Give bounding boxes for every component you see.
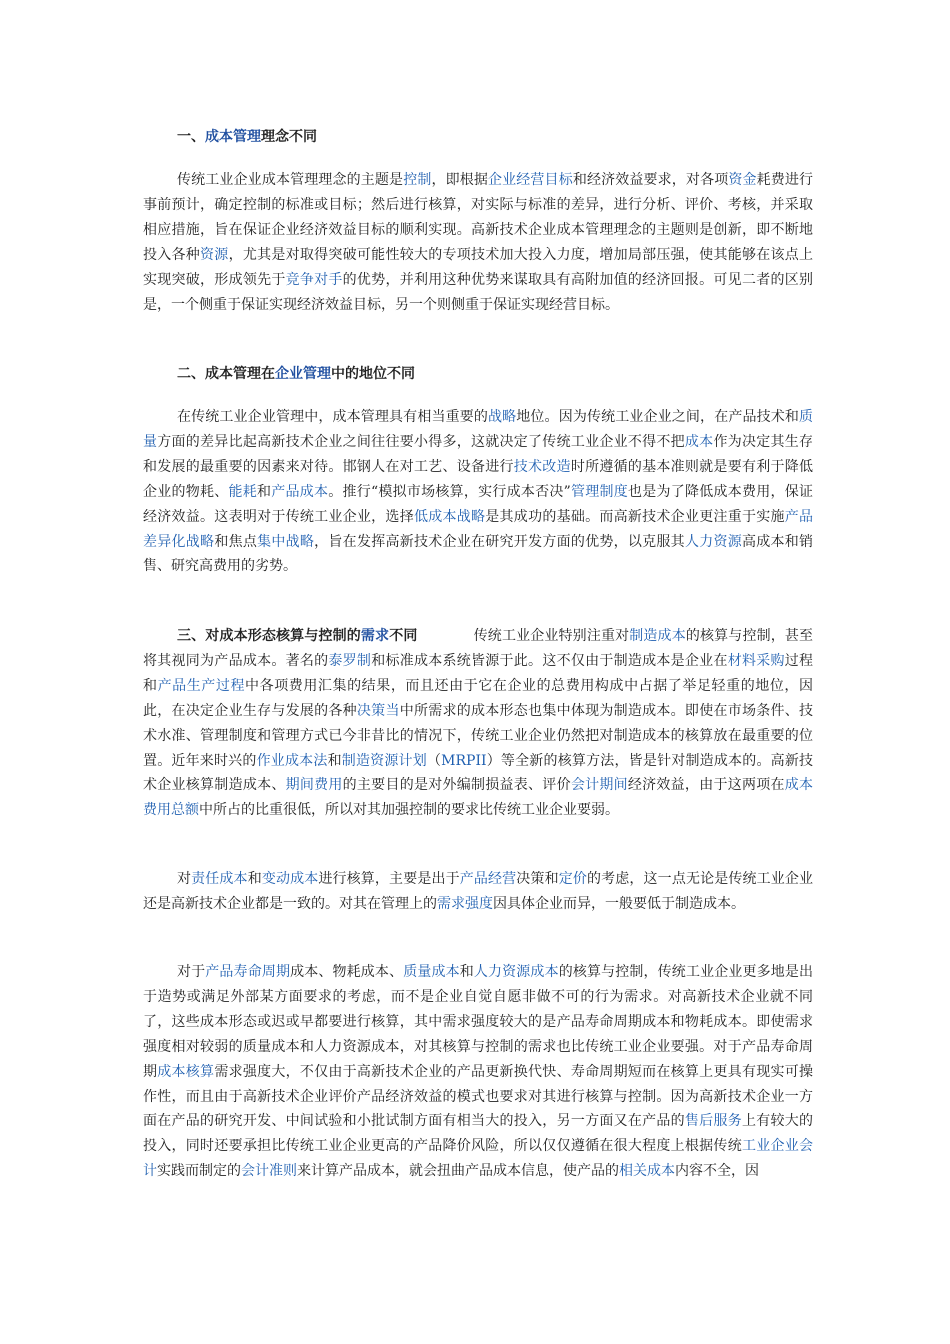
text-run: 和经济效益要求，对各项 bbox=[572, 172, 729, 188]
term-link[interactable]: 工业企业会计 bbox=[143, 1138, 814, 1180]
text-run: 不同 bbox=[389, 628, 418, 644]
term-link[interactable]: 低成本战略 bbox=[413, 508, 486, 525]
term-link[interactable]: 泰罗制 bbox=[328, 652, 372, 669]
term-link[interactable]: 质量成本 bbox=[403, 964, 460, 980]
text-run: 成本、物耗成本、 bbox=[290, 964, 404, 980]
text-run: 和焦点 bbox=[214, 533, 258, 550]
text-run: 二、成本管理在 bbox=[177, 366, 275, 382]
term-link[interactable]: 期间费用 bbox=[285, 777, 343, 794]
text-run: 和 bbox=[257, 483, 272, 500]
text-run: 实践而制定的 bbox=[157, 1163, 241, 1180]
term-link[interactable]: 人力资源 bbox=[684, 533, 742, 550]
text-run: 经济效益，由于这两项在 bbox=[627, 777, 785, 794]
term-link[interactable]: 成本费用总额 bbox=[143, 777, 814, 819]
term-link[interactable]: 制造成本 bbox=[629, 628, 686, 644]
text-run: 在传统工业企业管理中，成本管理具有相当重要的 bbox=[177, 409, 488, 425]
text-run: 和 bbox=[247, 871, 262, 887]
term-link[interactable]: 成本管理 bbox=[205, 129, 261, 145]
text-run: 的优势，并利用这种优势来谋取具有高附加值的经济回报。可见二者的区别是，一个侧重于保证实现经济效益目标，另一个则侧重于保证实现经营目标。 bbox=[143, 271, 814, 313]
term-link[interactable]: 产品差异化战略 bbox=[143, 508, 814, 550]
text-run: 过程和 bbox=[143, 652, 814, 694]
term-link[interactable]: 制造资源计划 bbox=[341, 752, 427, 769]
section-2-paragraph-1 bbox=[143, 405, 813, 579]
text-run: 地位。因为传统工业企业之间，在产品技术和 bbox=[516, 409, 800, 425]
text-run: 中的地位不同 bbox=[331, 366, 415, 382]
text-run: 内容不全，因 bbox=[675, 1163, 759, 1180]
text-run: 来计算产品成本，就会扭曲产品成本信息，使产品的 bbox=[297, 1163, 619, 1180]
term-link[interactable]: 需求 bbox=[360, 628, 390, 644]
text-run: 的主要目的是对外编制损益表、评价 bbox=[342, 777, 571, 794]
text-run: 决策和 bbox=[516, 871, 559, 887]
section-3-paragraph-3 bbox=[143, 960, 813, 1184]
text-run: ，尤其是对取得突破可能性较大的专项技术加大投入力度，增加局部压强，使其能够在该点上实现突破，形成领先于 bbox=[143, 246, 814, 288]
term-link[interactable]: 能耗 bbox=[228, 483, 257, 500]
text-run: 三、对成本形态核算与控制的 bbox=[177, 628, 361, 644]
term-link[interactable]: 集中战略 bbox=[257, 533, 315, 550]
term-link[interactable]: 战略 bbox=[488, 409, 517, 425]
term-link[interactable]: 成本 bbox=[684, 433, 714, 450]
text-run: 的核算与控制，甚至将其视同为产品成本。著名的 bbox=[143, 628, 814, 669]
text-run: 。推行“模拟市场核算，实行成本否决” bbox=[328, 483, 571, 500]
text-run: 和 bbox=[459, 964, 474, 980]
section-3-heading bbox=[177, 628, 418, 644]
text-run: 的核算与控制，传统工业企业更多地是出于造势或满足外部某方面要求的考虑，而不是企业自觉自愿非做不可的行为需求。对高新技术企业就不同了，这些成本形态或迟或早都要进行核算，其中需求强度较大的是产品寿命周期成本和物耗成本。即使需求强度相对较弱的质量成本和人力资源成本，对其核算与控制的需求也比传统工业企业要强。对于产品寿命周期 bbox=[143, 964, 814, 1080]
text-run: 耗费进行事前预计，确定控制的标准或目标；然后进行核算，对实际与标准的差异，进行分析、评价、考核，并采取相应措施，旨在保证企业经济效益目标的顺利实现。高新技术企业成本管理理念的主题则是创新，即不断地投入各种 bbox=[143, 172, 814, 263]
text-run: 也是为了降低成本费用，保证经济效益。这表明对于传统工业企业，选择 bbox=[143, 483, 814, 525]
text-run: 中所需求的成本形态也集中体现为制造成本。即使在市场条件、技术水准、管理制度和管理方式已今非昔比的情况下，传统工业企业仍然把对制造成本的核算放在最重要的位置。近年来时兴的 bbox=[143, 702, 814, 769]
term-link[interactable]: 需求强度 bbox=[437, 895, 493, 912]
term-link[interactable]: 管理制度 bbox=[570, 483, 629, 500]
text-run: 因具体企业而异，一般要低于制造成本。 bbox=[493, 895, 745, 912]
term-link[interactable]: 资源 bbox=[200, 246, 229, 263]
text-run: 需求强度大，不仅由于高新技术企业的产品更新换代快、寿命周期短而在核算上更具有现实可操作性，而且由于高新技术企业评价产品经济效益的模式也要求对其进行核算与控制。因为高新技术企业一方面在产品的研究开发、中间试验和小批试制方面有相当大的投入，另一方面又在产品的 bbox=[143, 1063, 814, 1130]
section-1-heading bbox=[143, 125, 813, 150]
section-3-paragraph-1-body bbox=[143, 628, 813, 818]
text-run: ，即根据 bbox=[431, 172, 489, 188]
section-3-paragraph-1 bbox=[143, 624, 813, 823]
term-link[interactable]: 资金 bbox=[728, 172, 757, 188]
text-run: 传统工业企业成本管理理念的主题是 bbox=[177, 172, 404, 188]
term-link[interactable]: 作业成本法 bbox=[256, 752, 328, 769]
text-run: 高成本和销售、研究高费用的劣势。 bbox=[143, 533, 814, 575]
term-link[interactable]: 产品生产过程 bbox=[157, 677, 246, 694]
text-run: 和标准成本系统皆源于此。这不仅由于制造成本是企业在 bbox=[371, 652, 728, 669]
text-run: ，旨在发挥高新技术企业在研究开发方面的优势，以克服其 bbox=[314, 533, 685, 550]
section-2-heading bbox=[143, 362, 813, 387]
term-link[interactable]: 产品成本 bbox=[271, 483, 329, 500]
term-link[interactable]: 售后服务 bbox=[684, 1113, 742, 1130]
term-link[interactable]: 变动成本 bbox=[261, 871, 319, 887]
text-run: （ bbox=[426, 752, 442, 769]
term-link[interactable]: 企业管理 bbox=[275, 366, 331, 382]
term-link[interactable]: 产品经营 bbox=[459, 871, 517, 887]
text-run: 的考虑，这一点无论是传统工业企业还是高新技术企业都是一致的。对其在管理上的 bbox=[143, 871, 814, 912]
term-link[interactable]: 控制 bbox=[403, 172, 432, 188]
term-link[interactable]: 成本核算 bbox=[157, 1063, 215, 1080]
text-run: 理念不同 bbox=[261, 129, 317, 145]
term-link[interactable]: 定价 bbox=[558, 871, 587, 887]
text-run: ）等全新的核算方法，皆是针对制造成本的。高新技术企业核算制造成本、 bbox=[143, 752, 814, 794]
term-link[interactable]: 竞争对手 bbox=[285, 271, 343, 288]
text-run: 对 bbox=[177, 871, 192, 887]
term-link[interactable]: 企业经营目标 bbox=[488, 172, 573, 188]
text-run: 中所占的比重很低，所以对其加强控制的要求比传统工业企业要弱。 bbox=[199, 802, 619, 819]
text-run: 方面的差异比起高新技术企业之间往往要小得多，这就决定了传统工业企业不得不把 bbox=[157, 433, 685, 450]
text-run: 是其成功的基础。而高新技术企业更注重于实施 bbox=[485, 508, 785, 525]
term-link[interactable]: 决策当 bbox=[356, 702, 400, 719]
text-run: 一、 bbox=[177, 129, 205, 145]
term-link[interactable]: 会计期间 bbox=[570, 777, 628, 794]
text-run: 进行核算，主要是出于 bbox=[318, 871, 460, 887]
section-1-paragraph-1 bbox=[143, 168, 813, 317]
text-run: 对于 bbox=[177, 964, 206, 980]
term-link[interactable]: 责任成本 bbox=[191, 871, 248, 887]
term-link[interactable]: 材料采购 bbox=[727, 652, 785, 669]
text-run: 和 bbox=[327, 752, 342, 769]
term-link[interactable]: MRPII bbox=[441, 752, 487, 769]
term-link[interactable]: 人力资源成本 bbox=[473, 964, 559, 980]
text-run: 作为决定其生存和发展的最重要的因素来对待。邯钢人在对工艺、设备进行 bbox=[143, 433, 814, 475]
term-link[interactable]: 产品寿命周期 bbox=[205, 964, 291, 980]
text-run: 时所遵循的基本准则就是要有利于降低企业的物耗、 bbox=[143, 458, 814, 500]
term-link[interactable]: 质量 bbox=[143, 409, 814, 450]
term-link[interactable]: 会计准则 bbox=[241, 1163, 297, 1180]
term-link[interactable]: 相关成本 bbox=[619, 1163, 675, 1180]
text-run: 传统工业企业特别注重对 bbox=[473, 628, 630, 644]
text-run: 上有较大的投入，同时还要承担比传统工业企业更高的产品降价风险，所以仅仅遵循在很大程度上根据传统 bbox=[143, 1113, 814, 1155]
term-link[interactable]: 技术改造 bbox=[513, 458, 571, 475]
text-run: 中各项费用汇集的结果，而且还由于它在企业的总费用构成中占据了举足轻重的地位，因此，在决定企业生存与发展的各种 bbox=[143, 677, 814, 719]
section-3-paragraph-2 bbox=[143, 867, 813, 917]
